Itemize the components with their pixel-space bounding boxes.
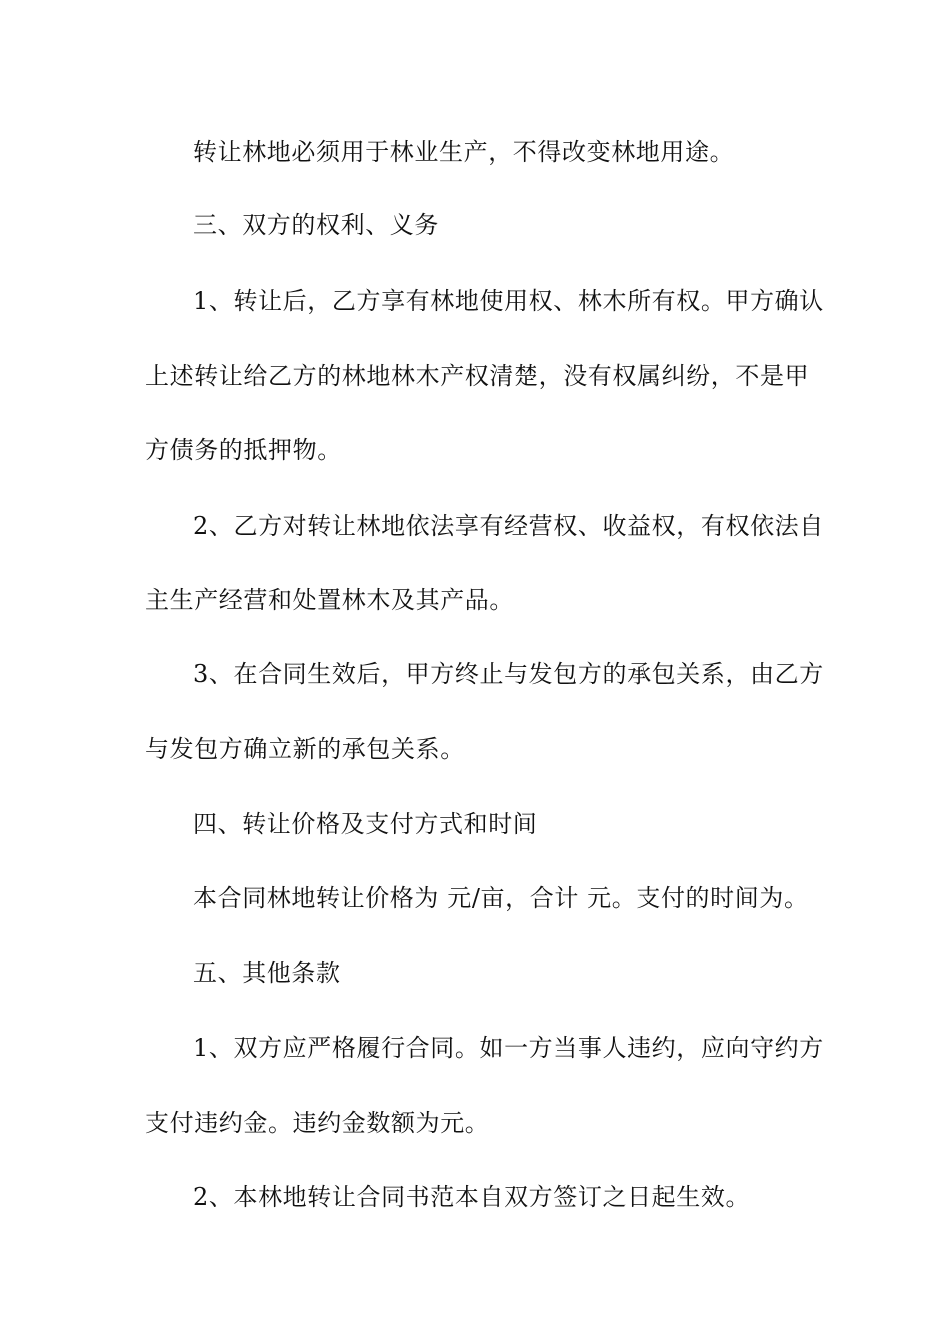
text-line: 1、双方应严格履行合同。如一方当事人违约，应向守约方 (193, 1034, 824, 1062)
text-line: 本合同林地转让价格为 元/亩，合计 元。支付的时间为。 (193, 884, 809, 912)
section-heading: 三、双方的权利、义务 (193, 211, 439, 239)
text-line: 与发包方确立新的承包关系。 (145, 735, 465, 763)
text-line: 转让林地必须用于林业生产，不得改变林地用途。 (193, 138, 735, 166)
text-line: 支付违约金。违约金数额为元。 (145, 1109, 490, 1137)
text-line: 2、乙方对转让林地依法享有经营权、收益权，有权依法自 (193, 512, 824, 540)
text-line: 1、转让后，乙方享有林地使用权、林木所有权。甲方确认 (193, 287, 824, 315)
text-line: 主生产经营和处置林木及其产品。 (145, 586, 514, 614)
section-heading: 五、其他条款 (193, 959, 341, 987)
text-line: 上述转让给乙方的林地林木产权清楚，没有权属纠纷，不是甲 (145, 362, 810, 390)
text-line: 2、本林地转让合同书范本自双方签订之日起生效。 (193, 1183, 751, 1211)
text-line: 方债务的抵押物。 (145, 436, 342, 464)
text-line: 3、在合同生效后，甲方终止与发包方的承包关系，由乙方 (193, 660, 824, 688)
section-heading: 四、转让价格及支付方式和时间 (193, 810, 538, 838)
